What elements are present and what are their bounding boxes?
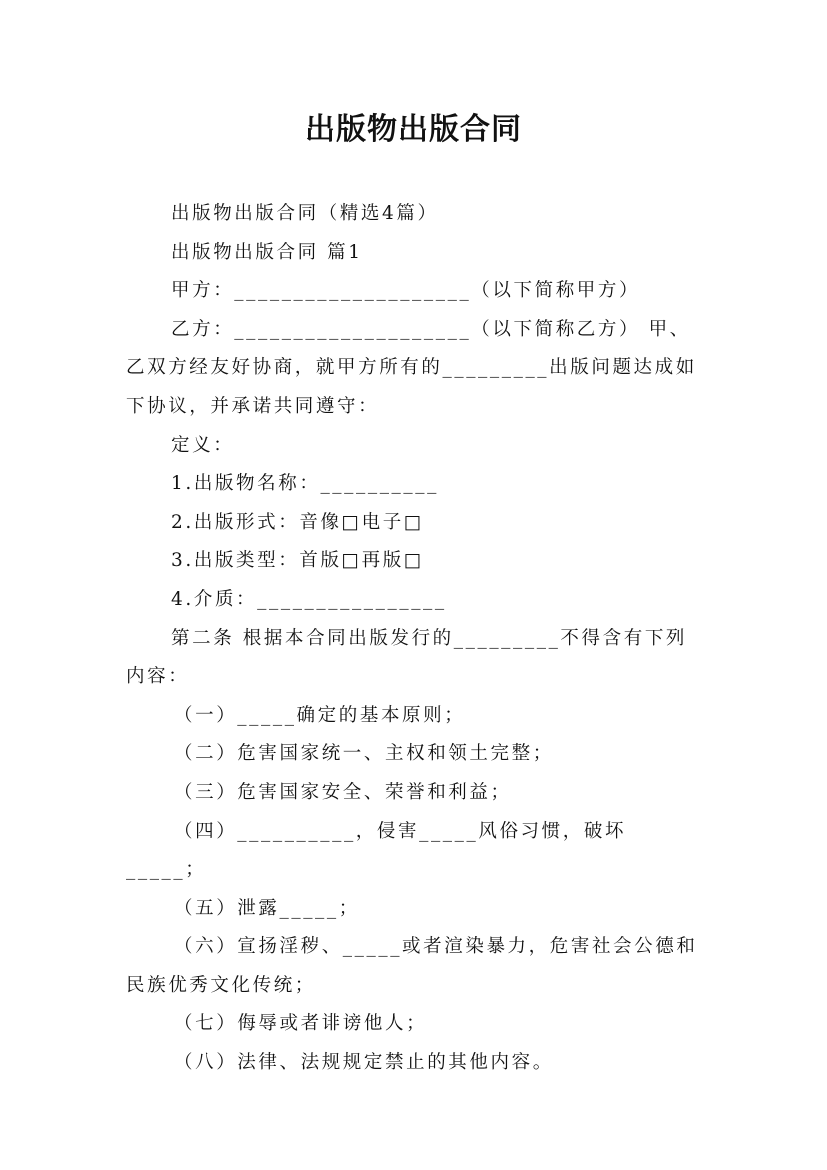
paragraph-item-3: 3.出版类型：首版□再版□ — [171, 550, 424, 572]
paragraph-article-2: 第二条 根据本合同出版发行的_________不得含有下列内容： — [126, 627, 688, 688]
paragraph-section-heading: 出版物出版合同 篇1 — [171, 241, 363, 263]
paragraph-clause-1: （一）_____确定的基本原则； — [174, 704, 466, 726]
document-title: 出版物出版合同 — [305, 112, 522, 147]
paragraph-clause-3: （三）危害国家安全、荣誉和利益； — [174, 781, 512, 803]
paragraph-party-b: 乙方：____________________（以下简称乙方） 甲、乙双方经友好协商，就甲方所有的_________出版问题达成如下协议，并承诺共同遵守： — [126, 318, 697, 417]
paragraph-clause-4: （四）__________，侵害_____风俗习惯，破坏_____； — [126, 820, 627, 881]
paragraph-definitions: 定义： — [171, 434, 235, 456]
paragraph-clause-7: （七）侮辱或者诽谤他人； — [174, 1013, 428, 1035]
paragraph-item-4: 4.介质：________________ — [171, 588, 447, 610]
document-body — [126, 195, 706, 1083]
paragraph-party-a: 甲方：____________________（以下简称甲方） — [171, 280, 641, 302]
paragraph-item-1: 1.出版物名称：__________ — [171, 473, 439, 495]
paragraph-item-2: 2.出版形式：音像□电子□ — [171, 511, 424, 533]
paragraph-clause-8: （八）法律、法规规定禁止的其他内容。 — [174, 1052, 554, 1074]
paragraph-clause-6: （六）宣扬淫秽、_____或者渲染暴力，危害社会公德和民族优秀文化传统； — [126, 936, 698, 996]
paragraph-clause-5: （五）泄露_____； — [174, 897, 360, 919]
paragraph-clause-2: （二）危害国家统一、主权和领土完整； — [174, 743, 554, 765]
paragraph-subtitle: 出版物出版合同（精选4篇） — [171, 203, 439, 224]
